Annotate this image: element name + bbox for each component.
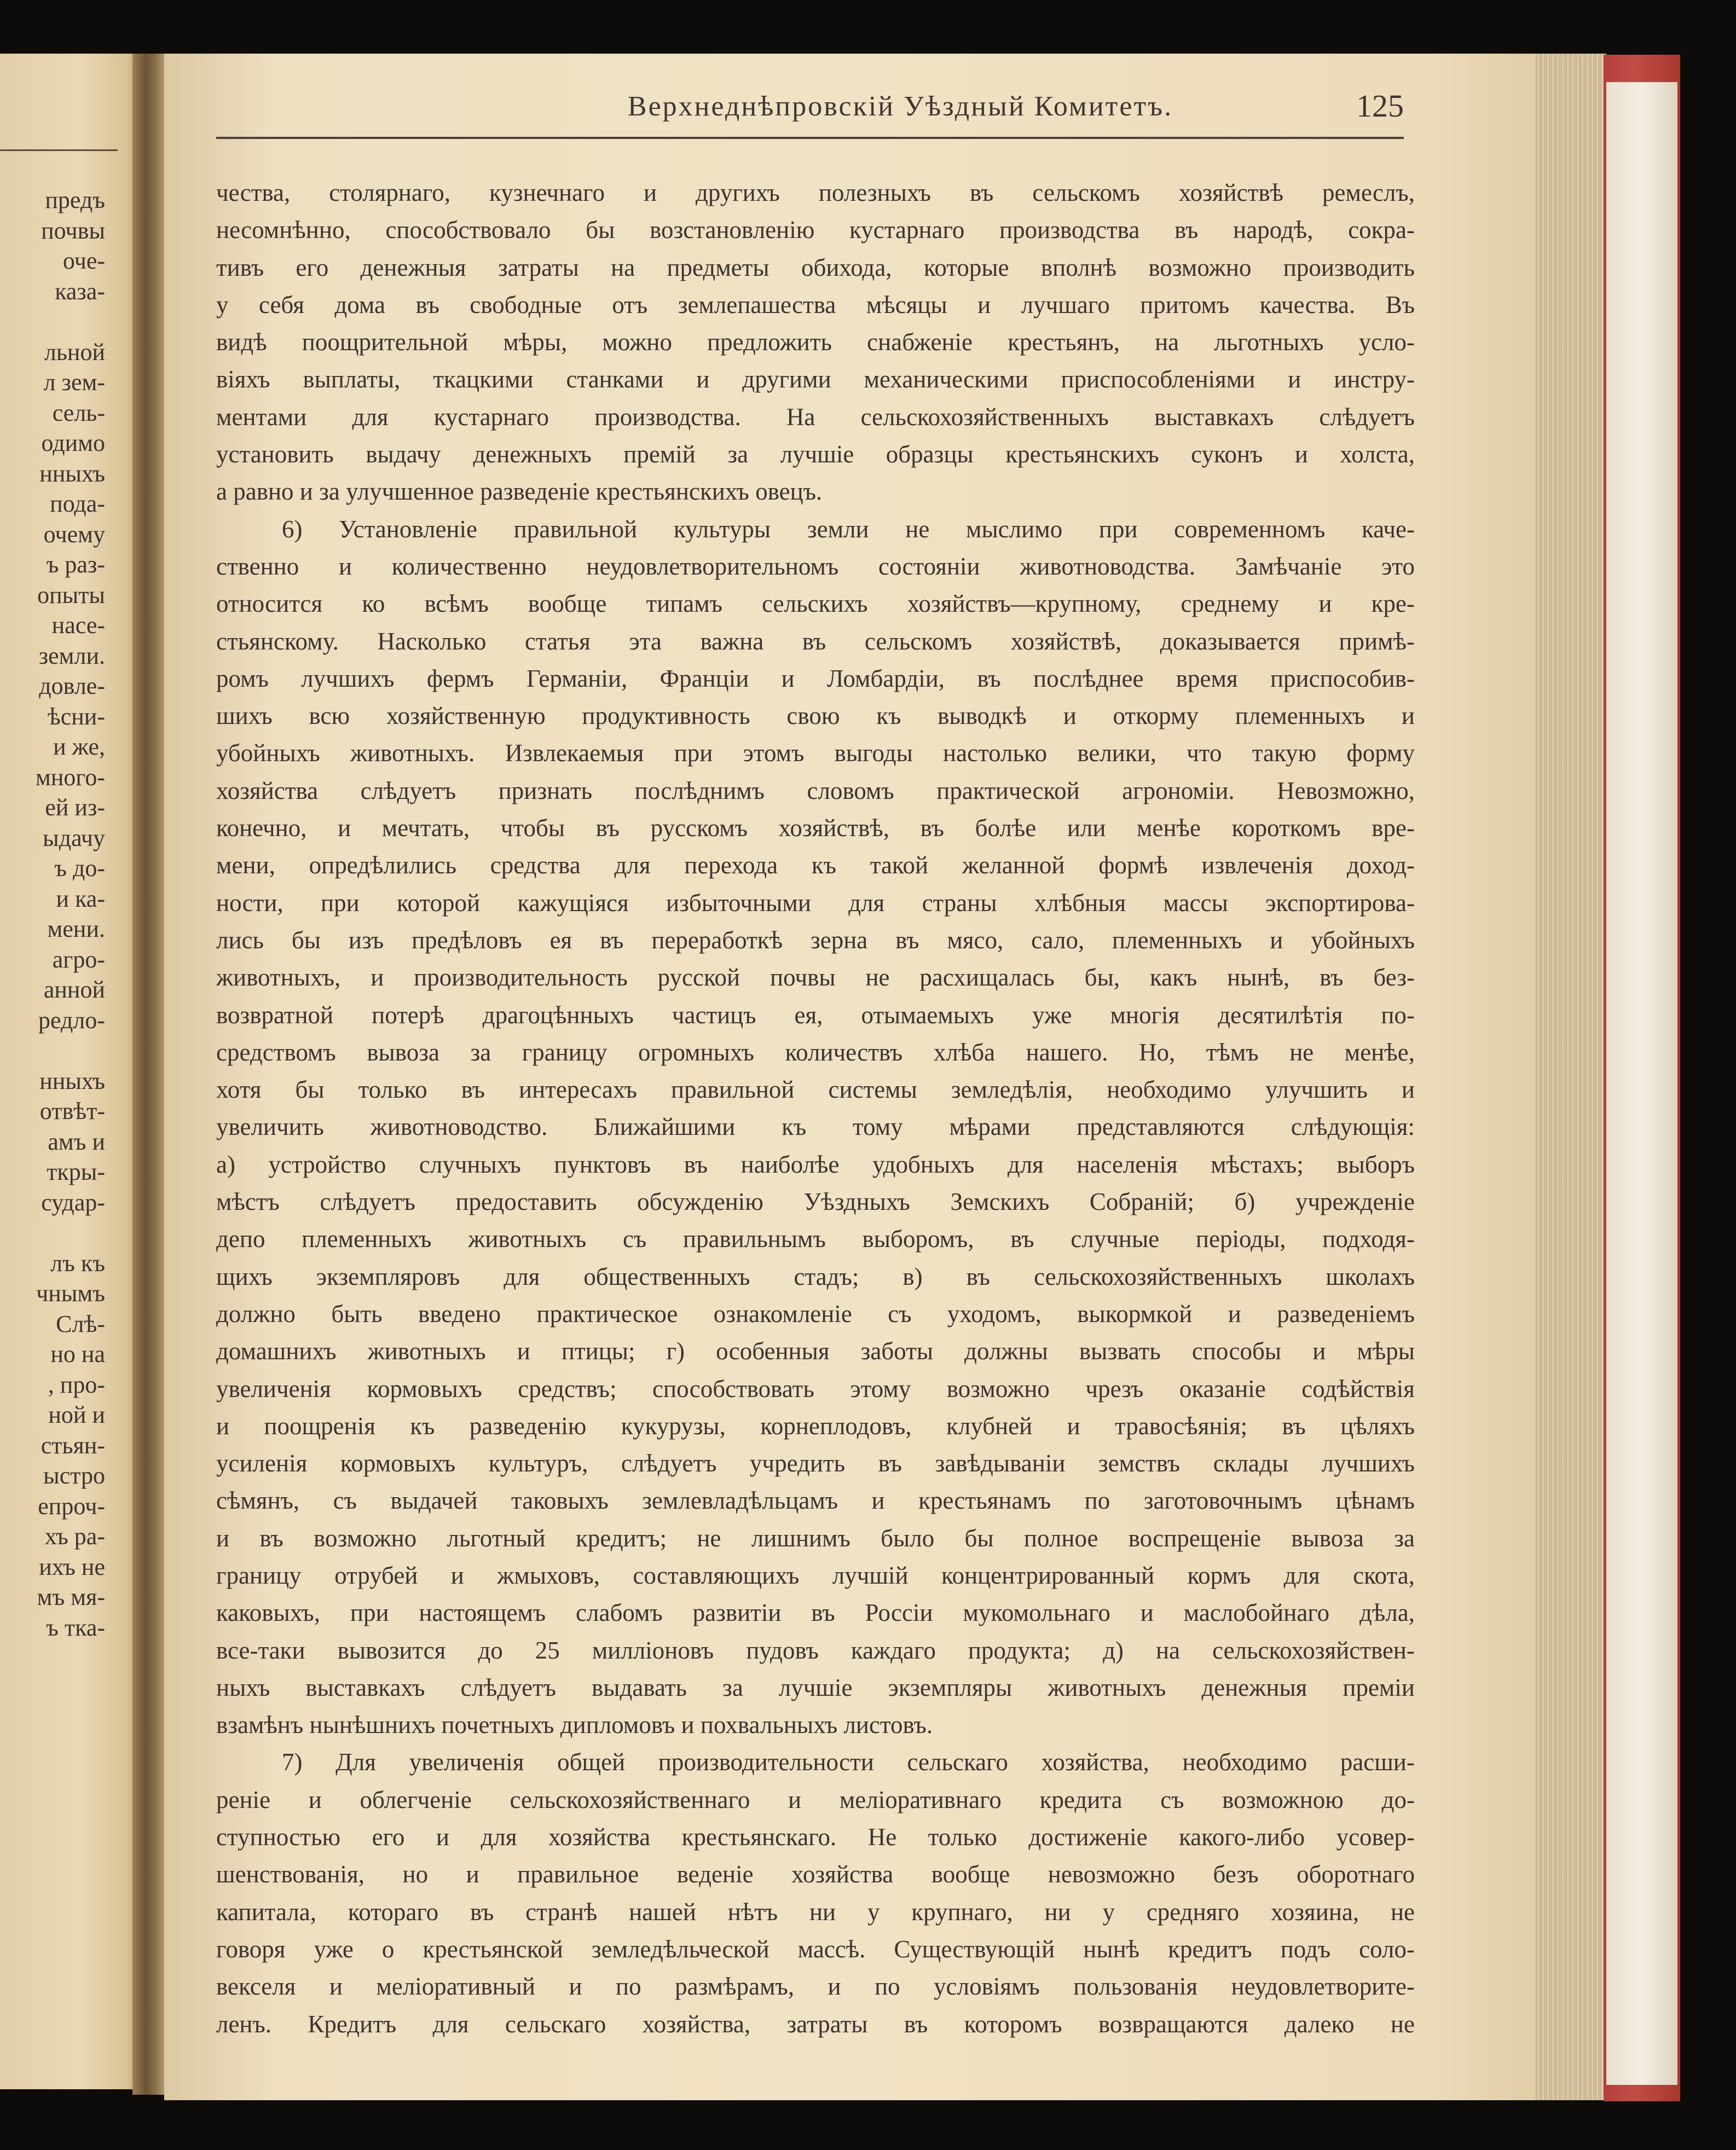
page-number: 125 xyxy=(1356,88,1404,124)
left-page-line: ѣсни- xyxy=(47,703,105,730)
text-line: ментами для кустарнаго производства. На сельскохозяйственныхъ выставкахъ слѣдуетъ xyxy=(216,403,1415,431)
text-line: 7) Для увеличенія общей производительности сельскаго хозяйства, необходимо расши- xyxy=(282,1748,1415,1776)
running-title: Верхнеднѣпровскій Уѣздный Комитетъ. xyxy=(627,91,1173,122)
text-line: конечно, и мечтать, чтобы въ русскомъ хозяйствѣ, въ болѣе или менѣе короткомъ вре- xyxy=(216,814,1415,842)
left-page-line: насе- xyxy=(51,612,105,639)
text-line: лись бы изъ предѣловъ ея въ переработкѣ зерна въ мясо, сало, племенныхъ и убойныхъ xyxy=(216,926,1415,954)
text-line: увеличенія кормовыхъ средствъ; способствовать этому возможно чрезъ оказаніе содѣйствія xyxy=(216,1375,1415,1403)
text-line: шенствованія, но и правильное веденіе хозяйства вообще невозможно безъ оборотнаго xyxy=(216,1861,1415,1888)
text-line: ленъ. Кредитъ для сельскаго хозяйства, затраты въ которомъ возвращаются далеко не xyxy=(216,2010,1415,2038)
text-line: сѣмянъ, съ выдачей таковыхъ землевладѣльцамъ и крестьянамъ по заготовочнымъ цѣнамъ xyxy=(216,1487,1415,1515)
text-line: реніе и облегченіе сельскохозяйственнаго и меліоративнаго кредита съ возможною до- xyxy=(216,1786,1415,1813)
page-edges xyxy=(1535,54,1606,2100)
left-page-line: чнымъ xyxy=(36,1280,105,1307)
left-page-line: пода- xyxy=(50,490,105,517)
left-page-line: ей из- xyxy=(45,794,105,821)
text-line: установить выдачу денежныхъ премій за лучшіе образцы крестьянскихъ суконъ и холста, xyxy=(216,441,1415,468)
left-page-line: л зем- xyxy=(43,369,105,396)
left-page-line: мени. xyxy=(47,915,105,942)
running-head xyxy=(216,85,1404,139)
text-line: видѣ поощрительной мѣры, можно предложить снабженіе крестьянъ, на льготныхъ усло- xyxy=(216,328,1415,356)
text-line: ромъ лучшихъ фермъ Германіи, Франціи и Ломбардіи, въ послѣднее время приспособив- xyxy=(216,664,1415,692)
left-page-line: Слѣ- xyxy=(56,1310,105,1337)
left-page-header-rule xyxy=(0,149,118,151)
left-page-line: довле- xyxy=(39,673,105,699)
text-line: 6) Установленіе правильной культуры земли не мыслимо при современномъ каче- xyxy=(282,515,1415,543)
text-line: усиленія кормовыхъ культуръ, слѣдуетъ учредить въ завѣдываніи земствъ склады лучшихъ xyxy=(216,1450,1415,1477)
left-page-line: земли. xyxy=(38,642,105,669)
text-line: взамѣнъ нынѣшнихъ почетныхъ дипломовъ и похвальныхъ листовъ. xyxy=(216,1711,933,1739)
left-page-line: предъ xyxy=(45,187,105,213)
text-line: возвратной потерѣ драгоцѣнныхъ частицъ ея, отымаемыхъ уже многія десятилѣтія по- xyxy=(216,1001,1415,1029)
left-page-line: и ка- xyxy=(56,885,105,912)
text-line: векселя и меліоративный и по размѣрамъ, и по условіямъ пользованія неудовлетворите- xyxy=(216,1973,1415,2001)
text-line: шихъ всю хозяйственную продуктивность свою къ выводкѣ и откорму племенныхъ и xyxy=(216,702,1415,730)
text-line: увеличить животноводство. Ближайшими къ тому мѣрами представляются слѣдующія: xyxy=(216,1113,1415,1141)
left-page-line: опыты xyxy=(37,581,105,609)
text-line: віяхъ выплаты, ткацкими станками и другими механическими приспособленіями и инстру- xyxy=(216,366,1415,393)
left-page-line: ткры- xyxy=(47,1158,105,1185)
text-line: щихъ экземпляровъ для общественныхъ стадъ; в) въ сельскохозяйственныхъ школахъ xyxy=(216,1262,1415,1290)
left-page-line: хъ ра- xyxy=(44,1523,105,1550)
left-page-line: анной xyxy=(43,976,105,1003)
left-page-line: епроч- xyxy=(38,1492,105,1520)
text-line: мѣстъ слѣдуетъ предоставить обсужденію Уѣздныхъ Земскихъ Собраній; б) учрежденіе xyxy=(216,1188,1415,1216)
left-page-line: сель- xyxy=(52,399,105,426)
text-line: границу отрубей и жмыховъ, составляющихъ лучшій концентрированный кормъ для скота, xyxy=(216,1561,1415,1589)
left-page xyxy=(0,54,143,2089)
text-line: хозяйства слѣдуетъ признать послѣднимъ словомъ практической агрономіи. Невозможно, xyxy=(216,776,1415,804)
left-page-line: агро- xyxy=(52,946,105,973)
left-page-line: ыстро xyxy=(43,1462,105,1489)
left-page-line: мъ мя- xyxy=(37,1584,105,1610)
text-line: капитала, котораго въ странѣ нашей нѣтъ ни у крупнаго, ни у средняго хозяина, не xyxy=(216,1898,1415,1926)
text-line: каковыхъ, при настоящемъ слабомъ развитіи въ Россіи мукомольнаго и маслобойнаго дѣла, xyxy=(216,1599,1415,1627)
text-line: депо племенныхъ животныхъ съ правильнымъ выборомъ, въ случные періоды, подходя- xyxy=(216,1225,1415,1253)
text-line: стьянскому. Насколько статья эта важна въ сельскомъ хозяйствѣ, доказывается примѣ- xyxy=(216,627,1415,655)
text-line: тивъ его денежныя затраты на предметы обихода, которые вполнѣ возможно производить xyxy=(216,253,1415,281)
left-page-line: каза- xyxy=(55,277,105,305)
left-page-line: ъ до- xyxy=(54,855,105,882)
text-line: мени, опредѣлились средства для перехода къ такой желанной формѣ извлеченія доход- xyxy=(216,851,1415,879)
text-line: ступностью его и для хозяйства крестьянскаго. Не только достиженіе какого-либо усовер- xyxy=(216,1823,1415,1851)
left-page-line: льной xyxy=(44,338,105,366)
body-text xyxy=(216,174,1415,2043)
text-line: убойныхъ животныхъ. Извлекаемыя при этомъ выгоды настолько велики, что такую форму xyxy=(216,739,1415,767)
text-line: все-таки вывозится до 25 милліоновъ пудовъ каждаго продукта; д) на сельскохозяйствен- xyxy=(216,1636,1415,1664)
left-page-line: амъ и xyxy=(48,1128,105,1155)
text-line: несомнѣнно, способствовало бы возстановленію кустарнаго производства въ народѣ, сокра- xyxy=(216,216,1415,244)
text-line: а) устройство случныхъ пунктовъ въ наиболѣе удобныхъ для населенія мѣстахъ; выборъ xyxy=(216,1150,1415,1178)
text-line: и въ возможно льготный кредитъ; не лишнимъ было бы полное воспрещеніе вывоза за xyxy=(216,1524,1415,1552)
left-page-line: судар- xyxy=(41,1189,105,1216)
left-page-line: стьян- xyxy=(40,1432,105,1459)
left-page-line: и же, xyxy=(53,733,105,760)
text-line: ныхъ выставкахъ слѣдуетъ выдавать за лучшіе экземпляры животныхъ денежныя преміи xyxy=(216,1673,1415,1701)
text-line: должно быть введено практическое ознакомленіе съ уходомъ, выкормкой и разведеніемъ xyxy=(216,1300,1415,1328)
left-page-line: лъ къ xyxy=(50,1249,105,1277)
left-page-line: оче- xyxy=(62,247,105,274)
left-page-line: ъ тка- xyxy=(46,1614,105,1641)
text-line: ности, при которой кажущіяся избыточными для страны хлѣбныя массы экспортирова- xyxy=(216,889,1415,917)
left-page-line: ихъ не xyxy=(39,1553,105,1580)
left-page-line: отвѣт- xyxy=(39,1098,105,1125)
left-page-line: ной и xyxy=(48,1401,105,1428)
text-line: ственно и количественно неудовлетворительномъ состояніи животноводства. Замѣчаніе это xyxy=(216,552,1415,580)
text-line: у себя дома въ свободные отъ землепашества мѣсяцы и лучшаго притомъ качества. Въ xyxy=(216,291,1415,318)
left-page-line: одимо xyxy=(41,430,105,456)
text-line: животныхъ, и производительность русской почвы не расхищалась бы, какъ нынѣ, въ без- xyxy=(216,964,1415,992)
text-line: говоря уже о крестьянской земледѣльческой массѣ. Существующій нынѣ кредитъ подъ соло- xyxy=(216,1935,1415,1963)
left-page-line: очему xyxy=(43,520,105,548)
left-page-line: но на xyxy=(50,1341,105,1367)
text-line: домашнихъ животныхъ и птицы; г) особенныя заботы должны вызвать способы и мѣры xyxy=(216,1337,1415,1365)
text-line: а равно и за улучшенное разведеніе крестьянскихъ овецъ. xyxy=(216,478,823,506)
left-page-line: ъ раз- xyxy=(46,551,105,578)
left-page-line: почвы xyxy=(41,217,105,244)
text-line: хотя бы только въ интересахъ правильной системы земледѣлія, необходимо улучшить и xyxy=(216,1076,1415,1104)
left-page-line: много- xyxy=(36,763,105,791)
text-line: относится ко всѣмъ вообще типамъ сельскихъ хозяйствъ—крупному, среднему и кре- xyxy=(216,590,1415,618)
text-line: средствомъ вывоза за границу огромныхъ количествъ хлѣба нашего. Но, тѣмъ не менѣе, xyxy=(216,1038,1415,1066)
left-page-line: ыдачу xyxy=(43,824,105,851)
left-page-line: , про- xyxy=(48,1371,105,1398)
text-line: и поощренія къ разведенію кукурузы, корнеплодовъ, клубней и травосѣянія; въ цѣляхъ xyxy=(216,1412,1415,1440)
text-line: чества, столярнаго, кузнечнаго и другихъ полезныхъ въ сельскомъ хозяйствѣ ремеслъ, xyxy=(216,179,1415,206)
left-page-line: нныхъ xyxy=(39,1067,105,1094)
left-page-line: нныхъ xyxy=(39,460,105,487)
end-leaf xyxy=(1606,82,1677,2085)
left-page-line: редло- xyxy=(38,1006,105,1034)
